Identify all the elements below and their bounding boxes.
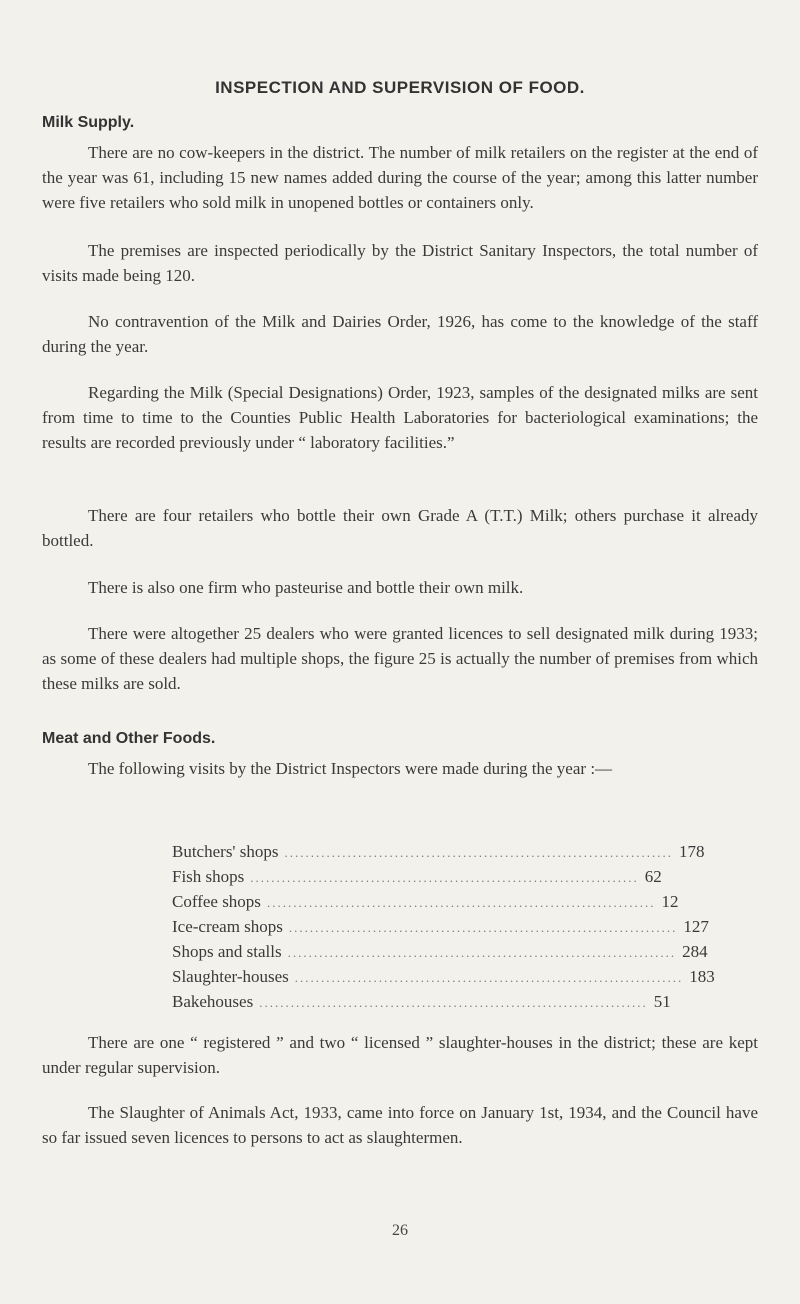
row-value: 178 <box>678 842 705 861</box>
paragraph: There are one “ registered ” and two “ licensed ” slaughter-houses in the district; these are kept under regular supervision. <box>42 1033 758 1077</box>
table-row <box>172 992 671 1017</box>
table-row <box>172 942 708 967</box>
milk-supply-heading: Milk Supply. <box>42 114 135 131</box>
table-row <box>172 917 709 942</box>
table-row <box>172 842 705 867</box>
paragraph: There are four retailers who bottle their own Grade A (T.T.) Milk; others purchase it already bottled. <box>42 506 758 550</box>
leader-dots: .......................................................................... <box>288 920 678 935</box>
table-row <box>172 867 662 892</box>
meat-other-foods-heading: Meat and Other Foods. <box>42 730 216 747</box>
paragraph: There were altogether 25 dealers who were granted licences to sell designated milk during 1933; as some of these dealers had multiple shops, the figure 25 is actually the number of premises from which these milks are sold. <box>42 624 758 693</box>
row-label: Ice-cream shops <box>172 917 283 936</box>
leader-dots: .......................................................................... <box>287 945 677 960</box>
leader-dots: .......................................................................... <box>294 970 684 985</box>
leader-dots: .......................................................................... <box>250 870 639 885</box>
leader-dots: .......................................................................... <box>266 895 656 910</box>
paragraph: Regarding the Milk (Special Designations) Order, 1923, samples of the designated milks are sent from time to time to the Counties Public Health Laboratories for bacteriological examinations; the results are recorded previously under “ laboratory facilities.” <box>42 383 758 452</box>
paragraph: There are no cow-keepers in the district. The number of milk retailers on the register at the end of the year was 61, including 15 new names added during the course of the year; among this latter number were five retailers who sold milk in unopened bottles or containers only. <box>42 143 758 212</box>
row-value: 12 <box>661 892 679 911</box>
row-value: 62 <box>644 867 662 886</box>
row-label: Fish shops <box>172 867 245 886</box>
paragraph: There is also one firm who pasteurise and bottle their own milk. <box>88 578 524 597</box>
table-row <box>172 967 715 992</box>
table-row <box>172 892 679 917</box>
paragraph: The premises are inspected periodically by the District Sanitary Inspectors, the total number of visits made being 120. <box>42 241 758 285</box>
leader-dots: .......................................................................... <box>284 845 673 860</box>
row-label: Butchers' shops <box>172 842 279 861</box>
leader-dots: .......................................................................... <box>259 995 648 1010</box>
row-value: 284 <box>682 942 708 961</box>
paragraph: The Slaughter of Animals Act, 1933, came into force on January 1st, 1934, and the Council have so far issued seven licences to persons to act as slaughtermen. <box>42 1103 758 1147</box>
row-label: Slaughter-houses <box>172 967 289 986</box>
page-number: 26 <box>392 1222 408 1239</box>
paragraph: The following visits by the District Inspectors were made during the year :— <box>88 759 613 778</box>
paragraph: No contravention of the Milk and Dairies Order, 1926, has come to the knowledge of the staff during the year. <box>42 312 758 356</box>
visits-table <box>172 842 715 1017</box>
page-title: INSPECTION AND SUPERVISION OF FOOD. <box>215 78 585 97</box>
row-label: Coffee shops <box>172 892 261 911</box>
row-label: Bakehouses <box>172 992 254 1011</box>
row-value: 127 <box>683 917 709 936</box>
row-value: 183 <box>689 967 715 986</box>
row-label: Shops and stalls <box>172 942 282 961</box>
row-value: 51 <box>653 992 671 1011</box>
